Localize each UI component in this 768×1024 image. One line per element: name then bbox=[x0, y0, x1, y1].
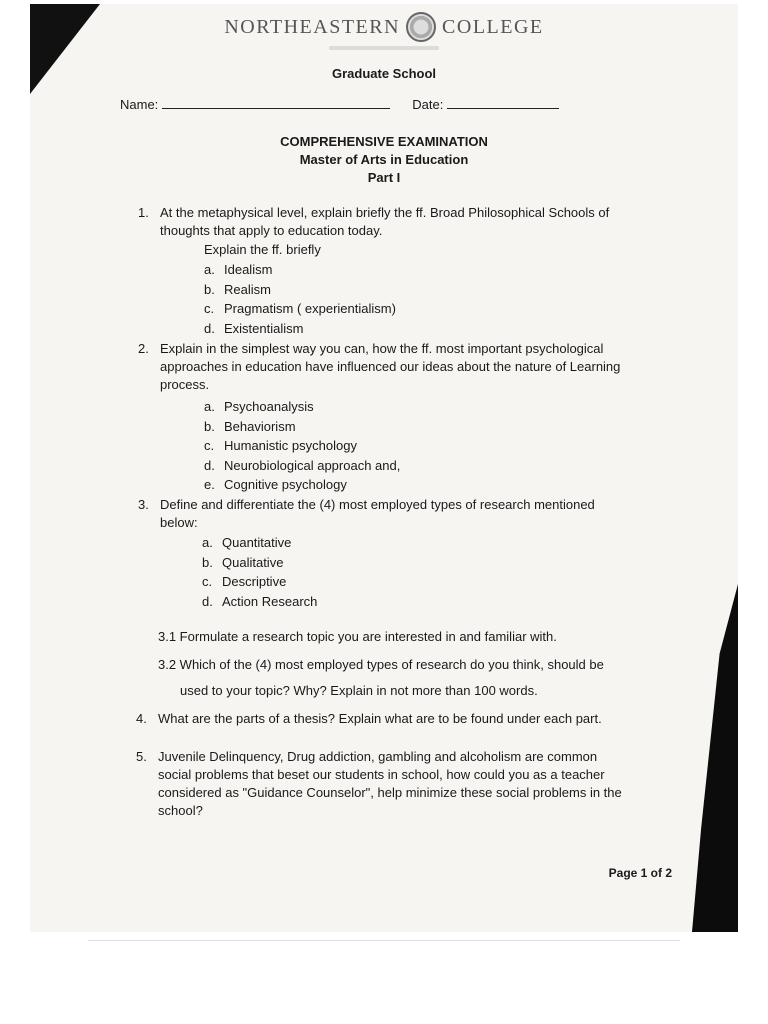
college-name: NORTHEASTERN COLLEGE bbox=[224, 12, 543, 42]
exam-page bbox=[30, 4, 738, 932]
list-item: d. Action Research bbox=[202, 593, 318, 609]
name-label: Name: bbox=[120, 97, 159, 112]
q3-sub-3-2: 3.2 Which of the (4) most employed types of research do you think, should be bbox=[158, 657, 604, 672]
college-seal-icon bbox=[406, 12, 436, 42]
question-1: 1. At the metaphysical level, explain briefly the ff. Broad Philosophical Schools of thoughts that apply to education today. bbox=[138, 205, 610, 238]
question-3: 3. Define and differentiate the (4) most employed types of research mentioned below: bbox=[138, 497, 595, 530]
q1-intro: Explain the ff. briefly bbox=[204, 242, 321, 257]
list-item: a. Quantitative bbox=[202, 535, 292, 550]
question-4: 4. What are the parts of a thesis? Explain what are to be found under each part. bbox=[136, 711, 602, 726]
question-5: 5. Juvenile Delinquency, Drug addiction, gambling and alcoholism are common social problems that beset our students in school, how could you as a teacher considered as "Guidance Counselor", help minimize these social problems in the school? bbox=[136, 749, 622, 818]
list-item: c. Descriptive bbox=[202, 574, 287, 590]
list-item: e. Cognitive psychology bbox=[204, 477, 347, 493]
list-item: c. Pragmatism ( experientialism) bbox=[204, 301, 396, 317]
list-item: b. Behaviorism bbox=[204, 418, 296, 434]
divider bbox=[88, 940, 680, 941]
name-field[interactable] bbox=[162, 96, 390, 109]
tagline-smudge bbox=[329, 46, 439, 50]
exam-title: COMPREHENSIVE EXAMINATION bbox=[280, 134, 488, 149]
letterhead bbox=[30, 12, 738, 50]
list-item: d. Neurobiological approach and, bbox=[204, 457, 401, 473]
question-2: 2. Explain in the simplest way you can, how the ff. most important psychological approaches in education have influenced our ideas about the nature of Learning process. bbox=[138, 341, 621, 392]
scan-edge-shadow bbox=[692, 584, 738, 932]
q2-options bbox=[204, 397, 400, 495]
part-title: Part I bbox=[367, 170, 401, 185]
program-title: Master of Arts in Education bbox=[299, 152, 469, 167]
list-item: c. Humanistic psychology bbox=[204, 438, 357, 454]
list-item: a. Idealism bbox=[204, 262, 273, 277]
list-item: b. Qualitative bbox=[202, 554, 284, 570]
list-item: d. Existentialism bbox=[204, 320, 304, 336]
date-label: Date: bbox=[412, 97, 444, 112]
q3-options bbox=[202, 533, 317, 611]
q3-sub-3-1: 3.1 Formulate a research topic you are interested in and familiar with. bbox=[158, 629, 557, 644]
list-item: a. Psychoanalysis bbox=[204, 399, 314, 414]
name-date-row bbox=[120, 96, 559, 112]
list-item: b. Realism bbox=[204, 281, 271, 297]
page-number: Page 1 of 2 bbox=[608, 866, 672, 880]
date-field[interactable] bbox=[447, 96, 559, 109]
q3-sub-3-2-cont: used to your topic? Why? Explain in not more than 100 words. bbox=[180, 683, 538, 698]
school-name: Graduate School bbox=[331, 66, 437, 81]
q1-options bbox=[204, 260, 396, 338]
